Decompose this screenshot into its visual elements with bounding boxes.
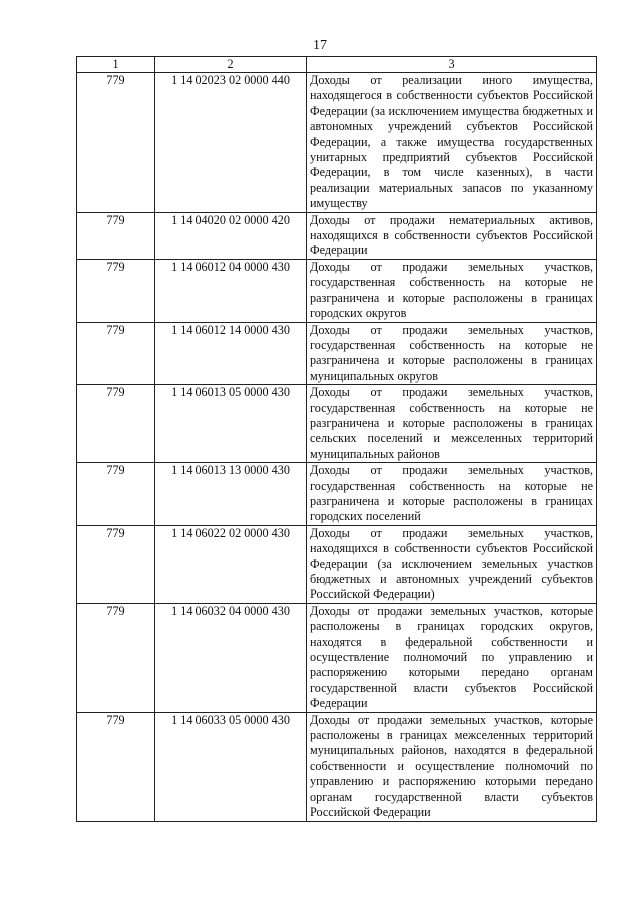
description-cell: Доходы от продажи земельных участков, государственная собственность на которые не разграничена и которые расположены в границах муниципальных округов [307, 322, 597, 385]
column-header: 1 [77, 57, 155, 73]
table-row [77, 385, 597, 463]
classification-code-cell: 1 14 06013 13 0000 430 [155, 463, 307, 526]
description-cell: Доходы от продажи земельных участков, государственная собственность на которые не разграничена и которые расположены в границах городских поселений [307, 463, 597, 526]
admin-code-cell: 779 [77, 322, 155, 385]
admin-code-cell: 779 [77, 463, 155, 526]
admin-code-cell: 779 [77, 212, 155, 259]
table-row [77, 525, 597, 603]
classification-code-cell: 1 14 06012 04 0000 430 [155, 259, 307, 322]
description-cell: Доходы от продажи нематериальных активов, находящихся в собственности субъектов Российской Федерации [307, 212, 597, 259]
description-cell: Доходы от продажи земельных участков, государственная собственность на которые не разграничена и которые расположены в границах городских округов [307, 259, 597, 322]
classification-code-cell: 1 14 06012 14 0000 430 [155, 322, 307, 385]
admin-code-cell: 779 [77, 525, 155, 603]
table-header-row [77, 57, 597, 73]
table-row [77, 322, 597, 385]
budget-code-table [76, 56, 597, 822]
table-row [77, 603, 597, 712]
classification-code-cell: 1 14 04020 02 0000 420 [155, 212, 307, 259]
admin-code-cell: 779 [77, 259, 155, 322]
classification-code-cell: 1 14 06013 05 0000 430 [155, 385, 307, 463]
column-header: 3 [307, 57, 597, 73]
description-cell: Доходы от реализации иного имущества, находящегося в собственности субъектов Российской Федерации (за исключением имущества бюджетных и автономных учреждений субъектов Российской Федерации, а также имущества государственных унитарных предприятий субъектов Российской Федерации, в том числе казенных), в части реализации материальных запасов по указанному имуществу [307, 73, 597, 213]
classification-code-cell: 1 14 02023 02 0000 440 [155, 73, 307, 213]
column-header: 2 [155, 57, 307, 73]
table-row [77, 73, 597, 213]
admin-code-cell: 779 [77, 73, 155, 213]
table-row [77, 212, 597, 259]
page-number: 17 [313, 38, 327, 53]
description-cell: Доходы от продажи земельных участков, которые расположены в границах городских округов, находятся в федеральной собственности и осуществление полномочий по управлению и распоряжению которыми передано органам государственной власти субъектов Российской Федерации [307, 603, 597, 712]
table-row [77, 712, 597, 821]
classification-code-cell: 1 14 06022 02 0000 430 [155, 525, 307, 603]
admin-code-cell: 779 [77, 385, 155, 463]
classification-code-cell: 1 14 06032 04 0000 430 [155, 603, 307, 712]
table-row [77, 463, 597, 526]
classification-code-cell: 1 14 06033 05 0000 430 [155, 712, 307, 821]
description-cell: Доходы от продажи земельных участков, которые расположены в границах межселенных территорий муниципальных районов, находятся в федеральной собственности и осуществление полномочий по управлению и распоряжению которыми передано органам государственной власти субъектов Российской Федерации [307, 712, 597, 821]
description-cell: Доходы от продажи земельных участков, государственная собственность на которые не разграничена и которые расположены в границах сельских поселений и межселенных территорий муниципальных районов [307, 385, 597, 463]
admin-code-cell: 779 [77, 603, 155, 712]
description-cell: Доходы от продажи земельных участков, находящихся в собственности субъектов Российской Федерации (за исключением земельных участков бюджетных и автономных учреждений субъектов Российской Федерации) [307, 525, 597, 603]
admin-code-cell: 779 [77, 712, 155, 821]
table-row [77, 259, 597, 322]
